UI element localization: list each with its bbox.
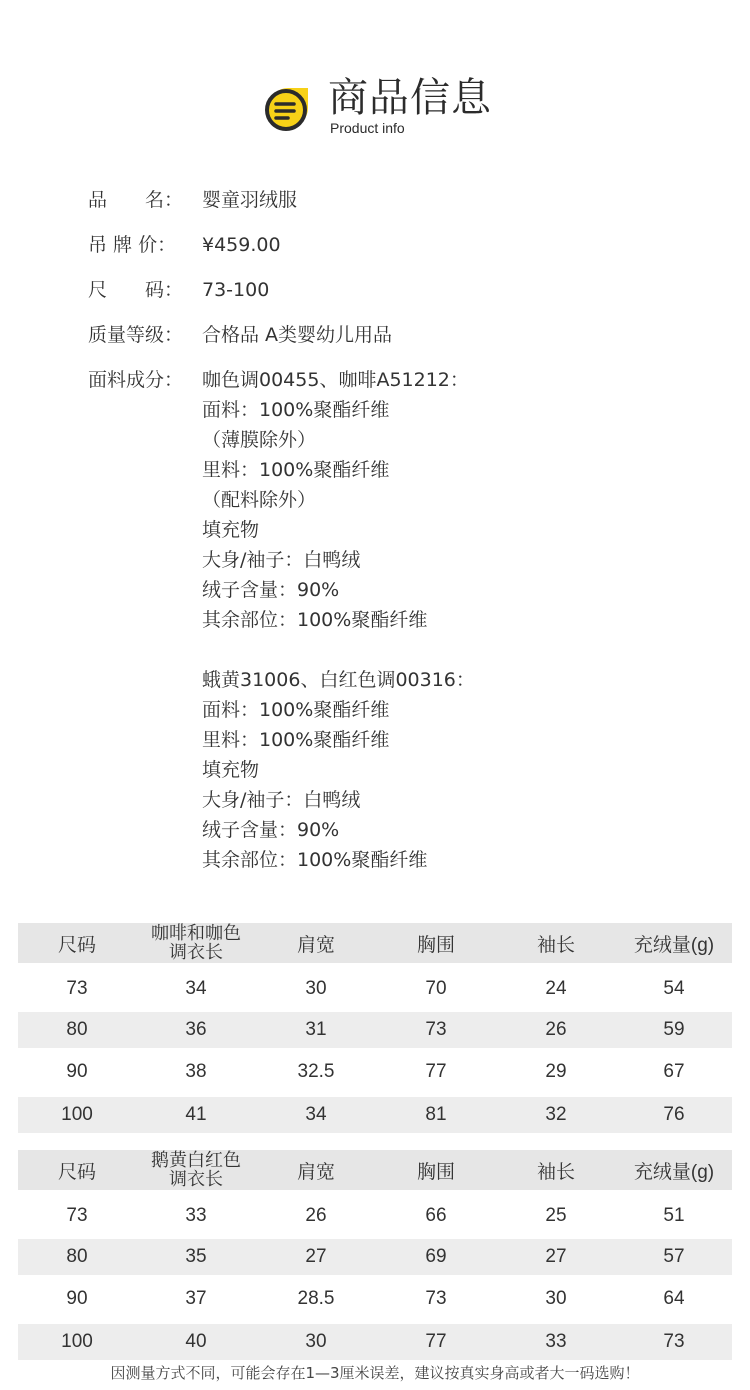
table-cell: 67 [663,1061,685,1082]
table-cell: 73 [66,978,88,999]
table-cell: 90 [66,1288,88,1309]
table-header-row [18,1150,732,1190]
material-line: 填充物 [202,519,260,541]
material-line: 咖色调00455、咖啡A51212： [202,369,469,391]
table-cell: 51 [663,1205,685,1226]
table-cell: 38 [185,1061,207,1082]
document-lines-icon [262,82,314,134]
material-label: 面料成分： [88,369,184,391]
header-cell: 充绒量(g) [633,934,715,956]
material-line: 里料：100%聚酯纤维 [202,459,390,481]
table-cell: 77 [425,1061,447,1082]
table-cell: 73 [66,1205,88,1226]
table-cell: 73 [425,1288,447,1309]
page-title: 商品信息 [328,75,492,121]
page-subtitle: Product info [330,120,405,136]
grade-label: 质量等级： [88,324,184,346]
table-cell: 26 [545,1019,567,1040]
header-cell: 尺码 [57,934,96,956]
material-line: 其余部位：100%聚酯纤维 [202,609,428,631]
table-cell: 27 [545,1246,567,1267]
table-cell: 27 [305,1246,327,1267]
measurement-note: 因测量方式不同，可能会存在1—3厘米误差，建议按真实身高或者大一码选购！ [110,1364,640,1382]
material-line: 蛾黄31006、白红色调00316： [202,669,475,691]
price-label: 吊 牌 价： [88,234,177,256]
table-cell: 81 [425,1104,447,1125]
table-cell: 30 [305,1331,327,1352]
table-cell: 35 [185,1246,207,1267]
table-row [18,1052,732,1092]
header-cell-line: 咖啡和咖色 [151,923,241,943]
material-line: 里料：100%聚酯纤维 [202,729,390,751]
header-cell: 充绒量(g) [633,1161,715,1183]
table-cell: 100 [61,1104,93,1125]
price-value: ¥459.00 [202,234,281,256]
table-cell: 80 [66,1246,88,1267]
table-cell: 69 [425,1246,447,1267]
table-cell: 57 [663,1246,685,1267]
table-cell: 34 [185,978,207,999]
table-row [18,1324,732,1360]
table-header-row [18,923,732,963]
table-cell: 80 [66,1019,88,1040]
header-cell: 袖长 [536,934,575,956]
table-cell: 90 [66,1061,88,1082]
table-cell: 32.5 [297,1061,335,1082]
table-cell: 24 [545,978,567,999]
table-cell: 59 [663,1019,685,1040]
material-line: 大身/袖子：白鸭绒 [202,549,361,571]
header-cell: 尺码 [57,1161,96,1183]
table-cell: 31 [305,1019,327,1040]
header-cell: 袖长 [536,1161,575,1183]
table-row [18,1196,732,1236]
table-row [18,1012,732,1048]
table-cell: 41 [185,1104,207,1125]
table-cell: 34 [305,1104,327,1125]
header-cell: 胸围 [416,934,455,956]
name-value: 婴童羽绒服 [202,189,298,211]
table-cell: 33 [185,1205,207,1226]
material-line: （薄膜除外） [202,429,317,451]
table-cell: 28.5 [297,1288,335,1309]
header-cell-line: 鹅黄白红色 [151,1150,241,1170]
table-cell: 73 [663,1331,685,1352]
section-header [0,70,750,140]
header-cell-line: 调衣长 [169,1169,223,1189]
table-row [18,1239,732,1275]
table-cell: 29 [545,1061,567,1082]
table-cell: 64 [663,1288,685,1309]
material-line: 其余部位：100%聚酯纤维 [202,849,428,871]
size-label: 尺 码： [88,279,184,301]
table-cell: 33 [545,1331,567,1352]
table-row [18,969,732,1009]
table-row [18,1279,732,1319]
table-cell: 70 [425,978,447,999]
table-cell: 37 [185,1288,207,1309]
material-line: 填充物 [202,759,260,781]
table-cell: 77 [425,1331,447,1352]
table-cell: 100 [61,1331,93,1352]
size-value: 73-100 [202,279,270,301]
table-cell: 76 [663,1104,685,1125]
header-cell: 胸围 [416,1161,455,1183]
material-line: 绒子含量：90% [202,819,340,841]
header-cell-length [136,923,256,963]
table-cell: 30 [305,978,327,999]
table-cell: 54 [663,978,685,999]
table-cell: 40 [185,1331,207,1352]
material-line: 面料：100%聚酯纤维 [202,699,390,721]
header-cell-length [136,1150,256,1190]
header-cell-line: 调衣长 [169,942,223,962]
material-line: （配料除外） [202,489,317,511]
name-label: 品 名： [88,189,184,211]
table-cell: 25 [545,1205,567,1226]
grade-value: 合格品 A类婴幼儿用品 [202,324,393,346]
header-cell: 肩宽 [296,934,335,956]
header-cell: 肩宽 [296,1161,335,1183]
material-line: 绒子含量：90% [202,579,340,601]
table-cell: 26 [305,1205,327,1226]
table-cell: 30 [545,1288,567,1309]
table-cell: 73 [425,1019,447,1040]
table-cell: 66 [425,1205,447,1226]
table-cell: 36 [185,1019,207,1040]
material-line: 大身/袖子：白鸭绒 [202,789,361,811]
table-row [18,1097,732,1133]
material-line: 面料：100%聚酯纤维 [202,399,390,421]
table-cell: 32 [545,1104,567,1125]
